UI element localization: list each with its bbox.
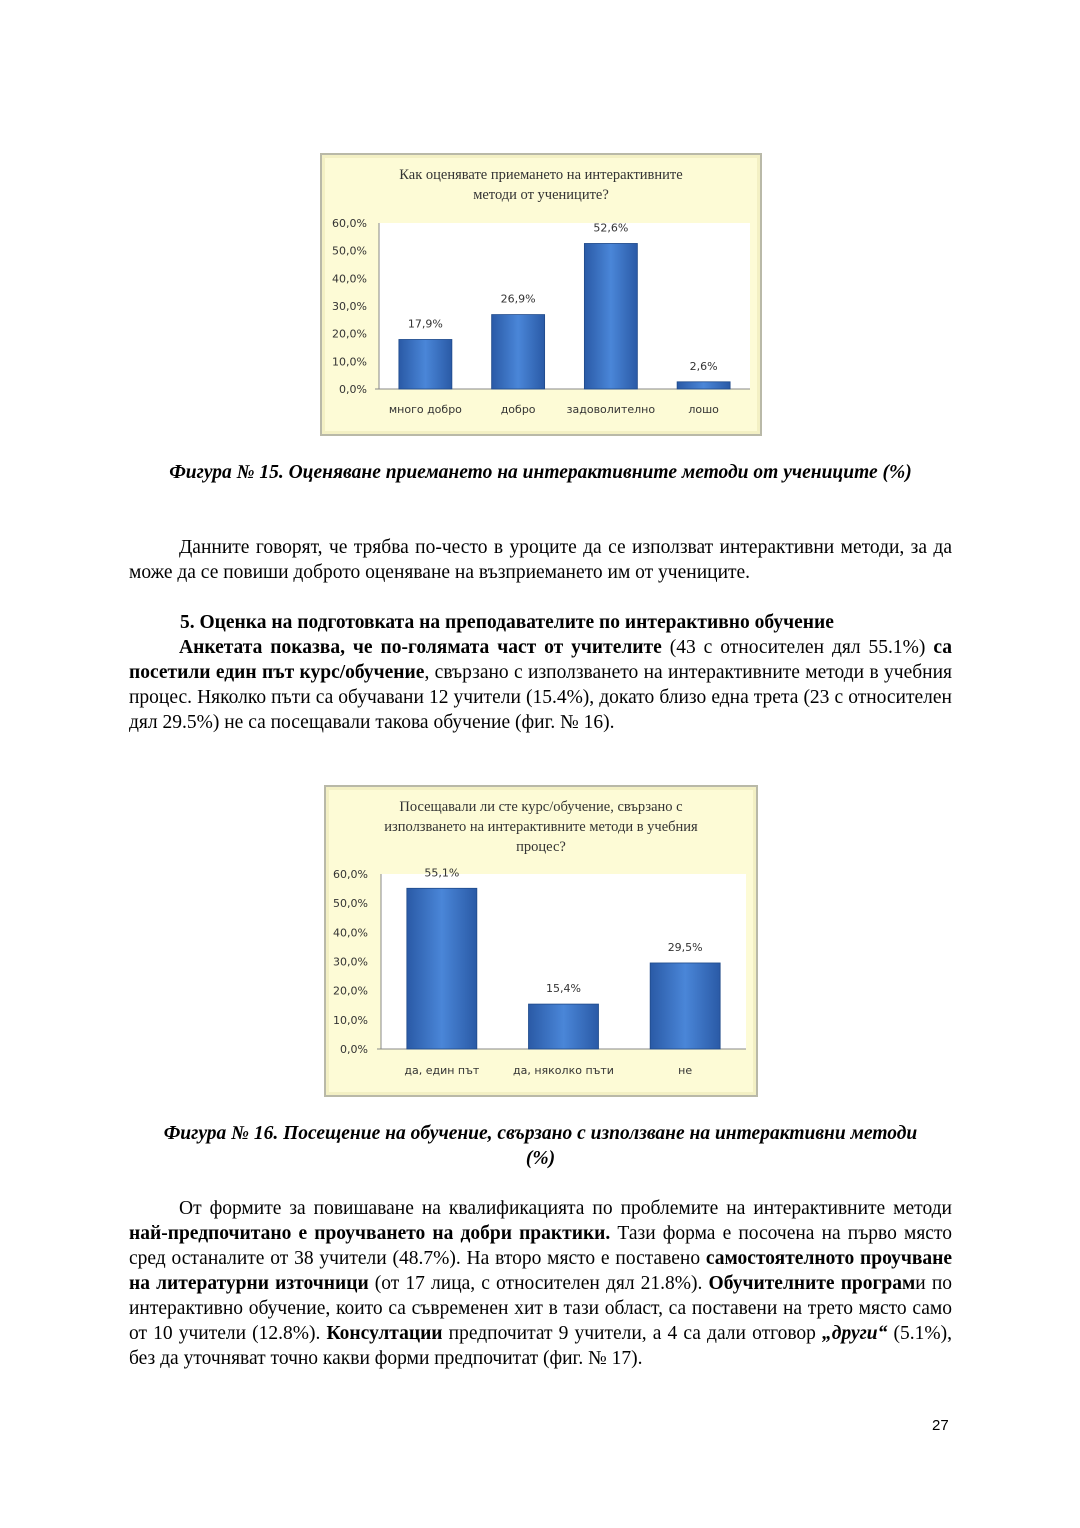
y-tick-label: 50,0% [332, 244, 367, 258]
bar [407, 888, 477, 1049]
text-run: и по интерактивно обучение, които са съвременен хит в тази област, са поставени на трето място само от 10 учители (12.8%). [129, 1273, 953, 1344]
text-run: предпочитат 9 учители, а 4 са дали отговор [442, 1323, 823, 1344]
y-tick-label: 60,0% [333, 868, 368, 881]
text-run: (5.1%), без да уточняват точно какви форми предпочитат (фиг. № 17). [129, 1323, 952, 1369]
data-label: 55,1% [424, 866, 460, 880]
data-label: 2,6% [689, 359, 718, 373]
bar [650, 963, 720, 1049]
figure-15-caption: Фигура № 15. Оценяване приемането на интерактивните методи от учениците (%) [169, 462, 912, 483]
paragraph-1 [129, 535, 952, 585]
bar-chart [326, 787, 756, 1095]
text-run: (43 с относителен дял 55.1%) [661, 637, 934, 658]
chart-figure-15 [320, 153, 762, 436]
bar-chart [322, 155, 760, 434]
chart-title-line: методи от учениците? [473, 187, 609, 203]
text-run: От формите за повишаване на квалификацията по проблемите на интерактивните методи [179, 1198, 952, 1219]
data-label: 26,9% [500, 292, 536, 306]
y-tick-label: 0,0% [340, 1043, 368, 1056]
page-number: 27 [932, 1417, 949, 1434]
text-run: Консултации [326, 1323, 443, 1344]
paragraph-2 [129, 635, 952, 735]
y-tick-label: 10,0% [332, 355, 367, 369]
text-run: са посетили един път курс/обучение [129, 637, 952, 683]
y-tick-label: 10,0% [333, 1013, 368, 1027]
y-tick-label: 0,0% [339, 383, 367, 396]
text-run: 5. Оценка на подготовката на преподавателите по интерактивно обучение [180, 612, 834, 633]
text-run: Тази форма е посочена на първо място сред останалите от 38 учители (48.7%). На второ място е поставено [129, 1223, 952, 1269]
y-tick-label: 20,0% [333, 984, 368, 998]
chart-title-line: използването на интерактивните методи в учебния [384, 819, 698, 835]
chart-title-line: Как оценявате приемането на интерактивните [399, 167, 683, 183]
text-run: Данните говорят, че трябва по-често в уроците да се използват интерактивни методи, за да може да се повиши доброто оценяване на възприемането им от учениците. [129, 537, 952, 583]
y-tick-label: 30,0% [333, 955, 368, 969]
category-label: задоволително [566, 403, 656, 416]
category-label: лошо [688, 403, 719, 416]
chart-title-line: процес? [516, 839, 566, 855]
bar [492, 315, 545, 389]
text-run: „други“ [822, 1323, 888, 1344]
bar [677, 382, 730, 389]
text-run: най-предпочитано е проучването на добри практики. [129, 1223, 611, 1244]
category-label: добро [500, 403, 536, 416]
data-label: 15,4% [546, 982, 581, 996]
category-label: много добро [388, 403, 462, 416]
category-label: да, няколко пъти [513, 1064, 614, 1077]
text-run: , свързано с използването на интерактивните методи в учебния процес. Няколко пъти са обучавани 12 учители (15.4%), докато близо една трета (23 с относителен дял 29.5%) не са посещавали такова обучение (фиг. № 16). [129, 662, 952, 733]
bar [584, 243, 637, 389]
y-tick-label: 40,0% [332, 272, 367, 286]
paragraph-3 [129, 1196, 952, 1371]
text-run: Анкетата показва, че по-голямата част от учителите [179, 637, 662, 658]
y-tick-label: 40,0% [333, 926, 368, 940]
text-run: Обучителните програм [708, 1273, 916, 1294]
chart-figure-16 [324, 785, 758, 1097]
category-label: не [678, 1064, 693, 1077]
y-tick-label: 50,0% [333, 897, 368, 911]
figure-16-caption: Фигура № 16. Посещение на обучение, свързано с използване на интерактивни методи (%) [163, 1123, 918, 1169]
section-heading-5 [129, 610, 952, 635]
data-label: 17,9% [407, 317, 443, 331]
chart-title-line: Посещавали ли сте курс/обучение, свързано с [399, 799, 683, 815]
data-label: 29,5% [667, 940, 703, 954]
data-label: 52,6% [593, 221, 629, 235]
category-label: да, един път [404, 1064, 480, 1077]
y-tick-label: 60,0% [332, 217, 367, 230]
text-run: (от 17 лица, с относителен дял 21.8%). [368, 1273, 709, 1294]
y-tick-label: 20,0% [332, 327, 367, 341]
bar [529, 1004, 599, 1049]
y-tick-label: 30,0% [332, 300, 367, 313]
bar [399, 339, 452, 389]
text-run: самостоятелното проучване на литературни източници [129, 1248, 953, 1294]
